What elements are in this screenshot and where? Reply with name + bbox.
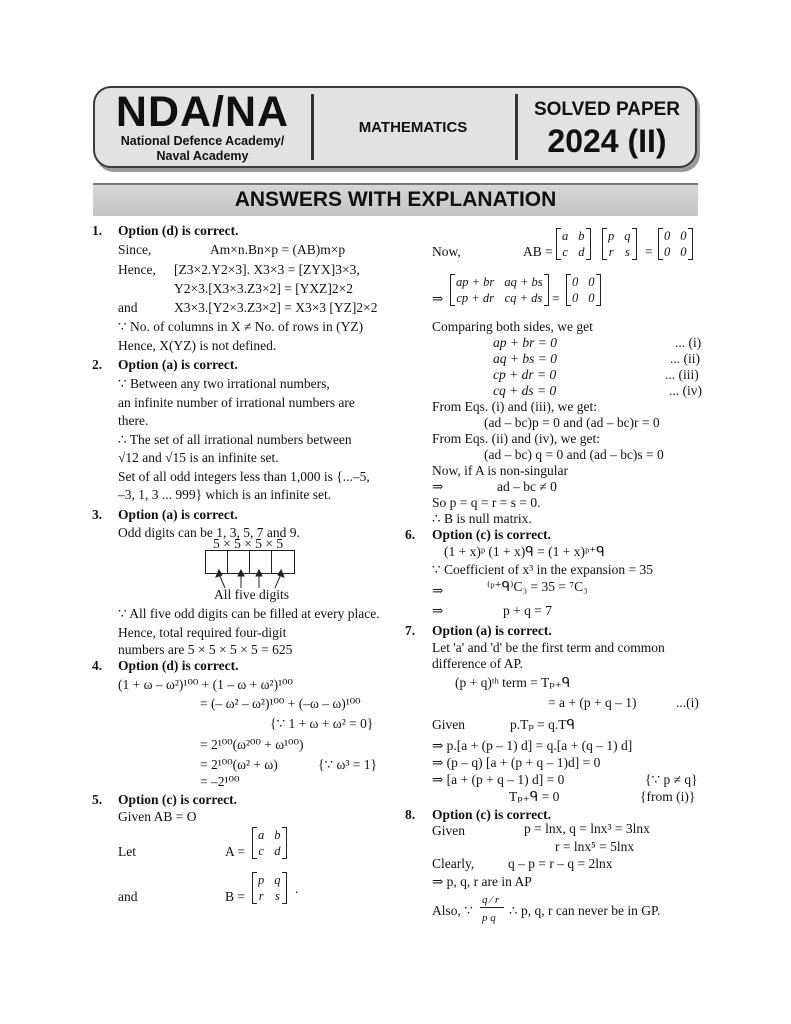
math-line: (ad – bc)p = 0 and (ad – bc)r = 0 <box>484 415 660 430</box>
text-line: From Eqs. (i) and (iii), we get: <box>432 399 597 414</box>
math-line: AB = <box>523 244 553 259</box>
text-line: So p = q = r = s = 0. <box>432 495 541 510</box>
math-line: ⇒ (p – q) [a + (p + q – 1)d] = 0 <box>432 755 601 770</box>
math-line: ⇒ [a + (p + q – 1) d] = 0 <box>432 772 565 787</box>
math-line: ⇒ p.[a + (p – 1) d] = q.[a + (q – 1) d] <box>432 738 633 753</box>
text-line: Hence, <box>118 262 156 277</box>
equation-tag: ... (iii) <box>665 367 699 382</box>
matrix-cell: q <box>624 229 631 243</box>
matrix-cell: ap + br <box>456 275 495 289</box>
matrix-cell: 0 <box>572 291 579 305</box>
matrix-cell: 0 <box>572 275 579 289</box>
text-line: and <box>118 889 138 904</box>
math-line: Tₚ₊ᑫ = 0 <box>509 789 560 804</box>
text-line: From Eqs. (ii) and (iv), we get: <box>432 431 600 446</box>
matrix-cell: 0 <box>664 245 671 259</box>
matrix-cell: 0 <box>664 229 671 243</box>
text-line: Given <box>432 823 465 838</box>
text-line: ∵ All five odd digits can be filled at every place. <box>118 606 380 621</box>
text-line: Given AB = O <box>118 809 197 824</box>
math-line: {∵ p ≠ q} <box>645 772 698 787</box>
text-line: Since, <box>118 242 152 257</box>
text-line: Now, <box>432 244 461 259</box>
matrix-cell: 0 <box>588 275 595 289</box>
math-line: ⇒ <box>432 291 444 306</box>
fraction-denominator: p q <box>482 912 496 924</box>
matrix-cell: a <box>562 229 569 243</box>
text-line: ∵ Between any two irrational numbers, <box>118 376 330 391</box>
text-line: there. <box>118 413 149 428</box>
product-matrix <box>450 274 549 306</box>
brand-subtitle-1: National Defence Academy/ <box>120 134 285 148</box>
matrix-cell: b <box>578 229 585 243</box>
math-line: X3×3.[Y2×3.Z3×2] = X3×3 [YZ]2×2 <box>174 300 378 315</box>
text-line: numbers are 5 × 5 × 5 × 5 = 625 <box>118 642 293 657</box>
math-line: ad – bc ≠ 0 <box>497 479 557 494</box>
math-line: (1 + ω – ω²)¹⁰⁰ + (1 – ω + ω²)¹⁰⁰ <box>118 677 293 692</box>
math-line: = 2¹⁰⁰(ω² + ω) <box>200 757 278 772</box>
math-line: ⇒ <box>432 479 444 494</box>
math-line: B = <box>225 889 245 904</box>
matrix-cell: q <box>274 873 281 887</box>
digit-product: 5 × 5 × 5 × 5 <box>213 536 284 551</box>
math-line: p = lnx, q = lnx³ = 3lnx <box>524 821 650 836</box>
section-banner: ANSWERS WITH EXPLANATION <box>93 183 698 216</box>
q-number: 6. <box>405 527 416 542</box>
math-line: = 2¹⁰⁰(ω²⁰⁰ + ω¹⁰⁰) <box>200 737 304 752</box>
text-line: and <box>118 300 138 315</box>
matrix-cell: b <box>274 828 281 842</box>
text-line: ∵ No. of columns in X ≠ No. of rows in (YZ) <box>118 319 364 334</box>
matrix-cell: a <box>258 828 265 842</box>
matrix-a <box>556 228 591 260</box>
text-line: Let <box>118 844 136 859</box>
matrix-cell: 0 <box>680 229 687 243</box>
q-answer-head: Option (a) is correct. <box>432 623 552 638</box>
math-line: (p + q)ᵗʰ term = Tₚ₊ᑫ <box>455 675 571 690</box>
math-line: r = lnx⁵ = 5lnx <box>555 839 635 854</box>
text-line: Given <box>432 717 465 732</box>
brand-title: NDA/NA <box>115 88 290 136</box>
math-line: p.Tₚ = q.Tᑫ <box>510 717 575 732</box>
math-line: {∵ 1 + ω + ω² = 0} <box>270 716 374 731</box>
math-line: = (– ω² – ω²)¹⁰⁰ + (–ω – ω)¹⁰⁰ <box>200 696 361 711</box>
math-line: A = <box>225 844 245 859</box>
equation: ap + br = 0 <box>493 335 557 350</box>
text-line: –3, 1, 3 ... 999} which is an infinite set. <box>118 487 332 502</box>
q-answer-head: Option (a) is correct. <box>118 357 238 372</box>
matrix-cell: s <box>624 245 630 259</box>
diagram-caption: All five digits <box>214 587 289 602</box>
text-line: Odd digits can be 1, 3, 5, 7 and 9. <box>118 525 300 540</box>
matrix-cell: c <box>562 245 568 259</box>
matrix-cell: d <box>578 245 585 259</box>
paper-block <box>517 98 697 160</box>
equation: cp + dr = 0 <box>493 367 557 382</box>
q-answer-head: Option (a) is correct. <box>118 507 238 522</box>
matrix-cell: aq + bs <box>504 275 543 289</box>
matrix-cell: s <box>274 889 280 903</box>
text-line: ∴ p, q, r can never be in GP. <box>509 903 661 918</box>
matrix-cell: p <box>258 873 265 887</box>
q-number: 5. <box>92 792 103 807</box>
text-line: ∴ The set of all irrational numbers between <box>118 432 352 447</box>
math-line: {∵ ω³ = 1} <box>318 757 377 772</box>
zero-matrix <box>566 274 601 306</box>
text-line: difference of AP. <box>432 656 523 671</box>
matrix-a <box>252 827 287 859</box>
math-line: ⁽ᵖ⁺ᑫ⁾C₃ = 35 = ⁷C₃ <box>487 579 588 594</box>
q-answer-head: Option (c) is correct. <box>118 792 237 807</box>
header-box <box>93 86 697 168</box>
brand-block <box>95 90 310 164</box>
matrix-cell: c <box>258 844 264 858</box>
brand-subtitle-2: Naval Academy <box>156 149 249 163</box>
q-number: 7. <box>405 623 416 638</box>
q-answer-head: Option (c) is correct. <box>432 527 551 542</box>
matrix-cell: r <box>608 245 614 259</box>
math-line: Y2×3.[X3×3.Z3×2] = [YXZ]2×2 <box>174 281 354 296</box>
math-line: (ad – bc) q = 0 and (ad – bc)s = 0 <box>484 447 664 462</box>
subject-label: MATHEMATICS <box>358 118 468 136</box>
text-line: √12 and √15 is an infinite set. <box>118 450 279 465</box>
matrix-cell: d <box>274 844 281 858</box>
matrix-cell: cq + ds <box>504 291 543 305</box>
math-line: = a + (p + q – 1) <box>548 695 637 710</box>
equation-tag: ...(i) <box>676 695 699 710</box>
matrix-b <box>602 228 637 260</box>
paper-label: SOLVED PAPER <box>533 99 681 120</box>
math-line: p + q = 7 <box>503 603 552 618</box>
equation-tag: ... (iv) <box>669 383 702 398</box>
fraction-bar <box>480 907 504 908</box>
text-line: Hence, total required four-digit <box>118 625 287 640</box>
text-line: Clearly, <box>432 856 475 871</box>
q-answer-head: Option (c) is correct. <box>432 807 551 822</box>
text-line: ∴ B is null matrix. <box>432 511 532 526</box>
math-line: ⇒ p, q, r are in AP <box>432 874 532 889</box>
matrix-cell: 0 <box>680 245 687 259</box>
text-line: an infinite number of irrational numbers are <box>118 395 355 410</box>
q-number: 4. <box>92 658 103 673</box>
zero-matrix <box>658 228 693 260</box>
matrix-cell: cp + dr <box>456 291 494 305</box>
matrix-cell: 0 <box>588 291 595 305</box>
text-line: Also, ∵ <box>432 903 473 918</box>
math-line: = –2¹⁰⁰ <box>200 774 240 789</box>
text-line: Now, if A is non-singular <box>432 463 568 478</box>
equation-tag: ... (ii) <box>670 351 700 366</box>
paper-year: 2024 (II) <box>547 123 667 159</box>
text-line: Set of all odd integers less than 1,000 is {...–5, <box>118 469 370 484</box>
fraction-numerator: q ⁄ r <box>482 894 500 906</box>
q-number: 8. <box>405 807 416 822</box>
math-line: ⇒ <box>432 583 444 598</box>
math-line: ⇒ <box>432 603 444 618</box>
text-line: ∵ Coefficient of x³ in the expansion = 35 <box>432 562 653 577</box>
text-line: Comparing both sides, we get <box>432 319 593 334</box>
equation-tag: ... (i) <box>675 335 702 350</box>
math-line: q – p = r – q = 2lnx <box>508 856 613 871</box>
text-line: Let 'a' and 'd' be the first term and common <box>432 640 665 655</box>
q-number: 1. <box>92 223 103 238</box>
math-line: {from (i)} <box>640 789 696 804</box>
text-line: Hence, X(YZ) is not defined. <box>118 338 277 353</box>
equation: cq + ds = 0 <box>493 383 557 398</box>
math-line: (1 + x)ᵖ (1 + x)ᑫ = (1 + x)ᵖ⁺ᑫ <box>444 544 605 559</box>
matrix-b <box>252 872 287 904</box>
equation: aq + bs = 0 <box>493 351 557 366</box>
matrix-cell: p <box>608 229 615 243</box>
math-line: [Z3×2.Y2×3]. X3×3 = [ZYX]3×3, <box>174 262 360 277</box>
q-number: 3. <box>92 507 103 522</box>
q-answer-head: Option (d) is correct. <box>118 658 239 673</box>
math-line: Am×n.Bn×p = (AB)m×p <box>210 242 346 257</box>
matrix-cell: r <box>258 889 264 903</box>
q-answer-head: Option (d) is correct. <box>118 223 239 238</box>
q-number: 2. <box>92 357 103 372</box>
